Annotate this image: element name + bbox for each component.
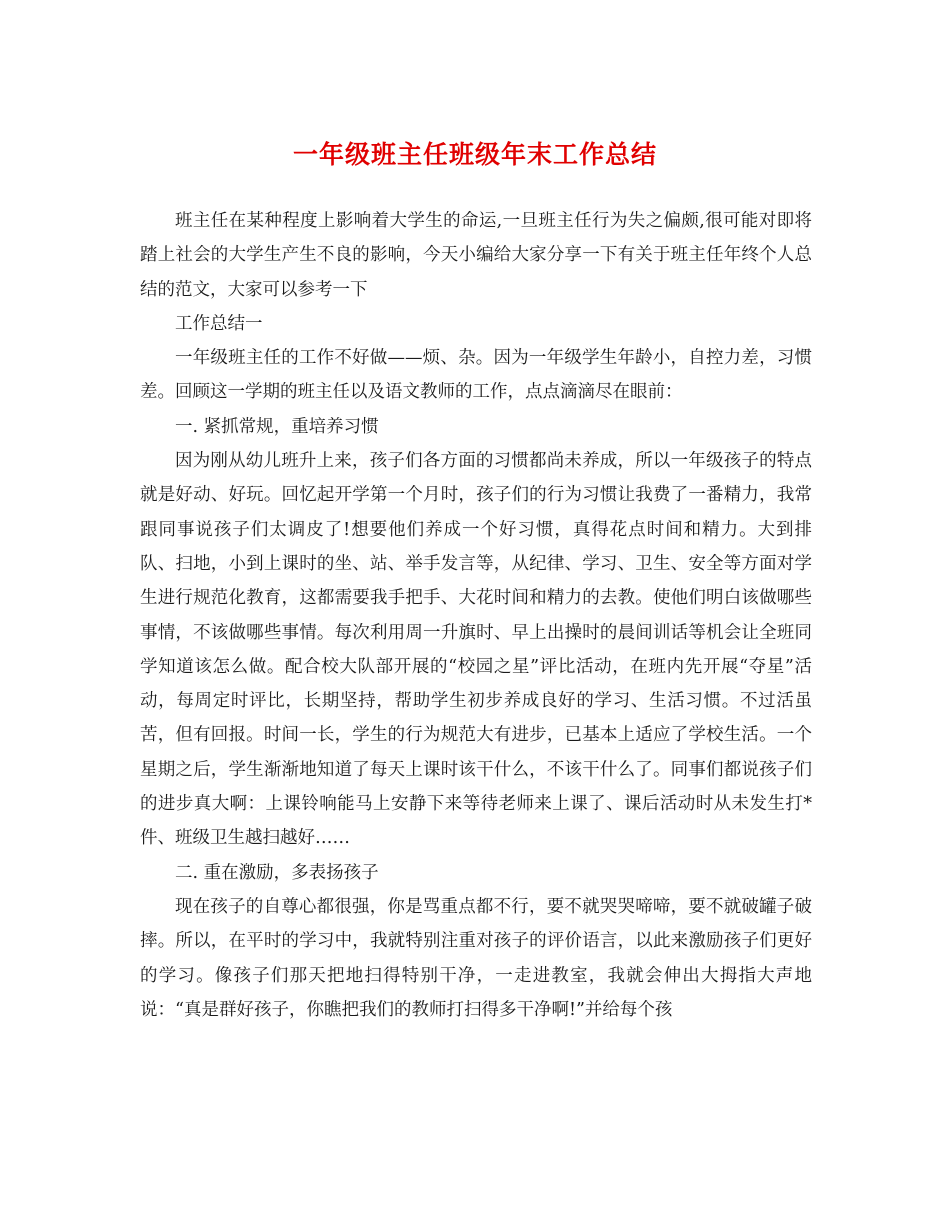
section-heading-one: 一. 紧抓常规，重培养习惯: [175, 416, 379, 437]
document-title: 一年级班主任班级年末工作总结: [292, 140, 657, 169]
body-paragraph: 因为刚从幼儿班升上来，孩子们各方面的习惯都尚未养成，所以一年级孩子的特点就是好动、好玩。回忆起开学第一个月时，孩子们的行为习惯让我费了一番精力，我常跟同事说孩子们太调皮了!想要他们养成一个好习惯，真得花点时间和精力。大到排队、扫地，小到上课时的坐、站、举手发言等，从纪律、学习、卫生、安全等方面对学生进行规范化教育，这都需要我手把手、大花时间和精力的去教。使他们明白该做哪些事情，不该做哪些事情。每次利用周一升旗时、早上出操时的晨间训话等机会让全班同学知道该怎么做。配合校大队部开展的“校园之星”评比活动，在班内先开展“夺星”活动，每周定时评比，长期坚持，帮助学生初步养成良好的学习、生活习惯。不过活虽苦，但有回报。时间一长，学生的行为规范大有进步，已基本上适应了学校生活。一个星期之后，学生渐渐地知道了每天上课时该干什么，不该干什么了。同事们都说孩子们的进步真大啊：上课铃响能马上安静下来等待老师来上课了、课后活动时从未发生打*件、班级卫生越扫越好……: [140, 451, 812, 849]
body-paragraph: 一年级班主任的工作不好做——烦、杂。因为一年级学生年龄小，自控力差，习惯差。回顾这一学期的班主任以及语文教师的工作，点点滴滴尽在眼前：: [140, 348, 812, 403]
intro-paragraph: 班主任在某种程度上影响着大学生的命运,一旦班主任行为失之偏颇,很可能对即将踏上社会的大学生产生不良的影响，今天小编给大家分享一下有关于班主任年终个人总结的范文，大家可以参考一下: [140, 211, 812, 300]
document-body: [140, 204, 812, 1027]
body-paragraph: 现在孩子的自尊心都很强，你是骂重点都不行，要不就哭哭啼啼，要不就破罐子破摔。所以，在平时的学习中，我就特别注重对孩子的评价语言，以此来激励孩子们更好的学习。像孩子们那天把地扫得特别干净，一走进教室，我就会伸出大拇指大声地说：“真是群好孩子，你瞧把我们的教师打扫得多干净啊!”并给每个孩: [140, 896, 812, 1020]
section-heading-summary-one: 工作总结一: [175, 313, 263, 334]
section-heading-two: 二. 重在激励，多表扬孩子: [175, 862, 379, 883]
